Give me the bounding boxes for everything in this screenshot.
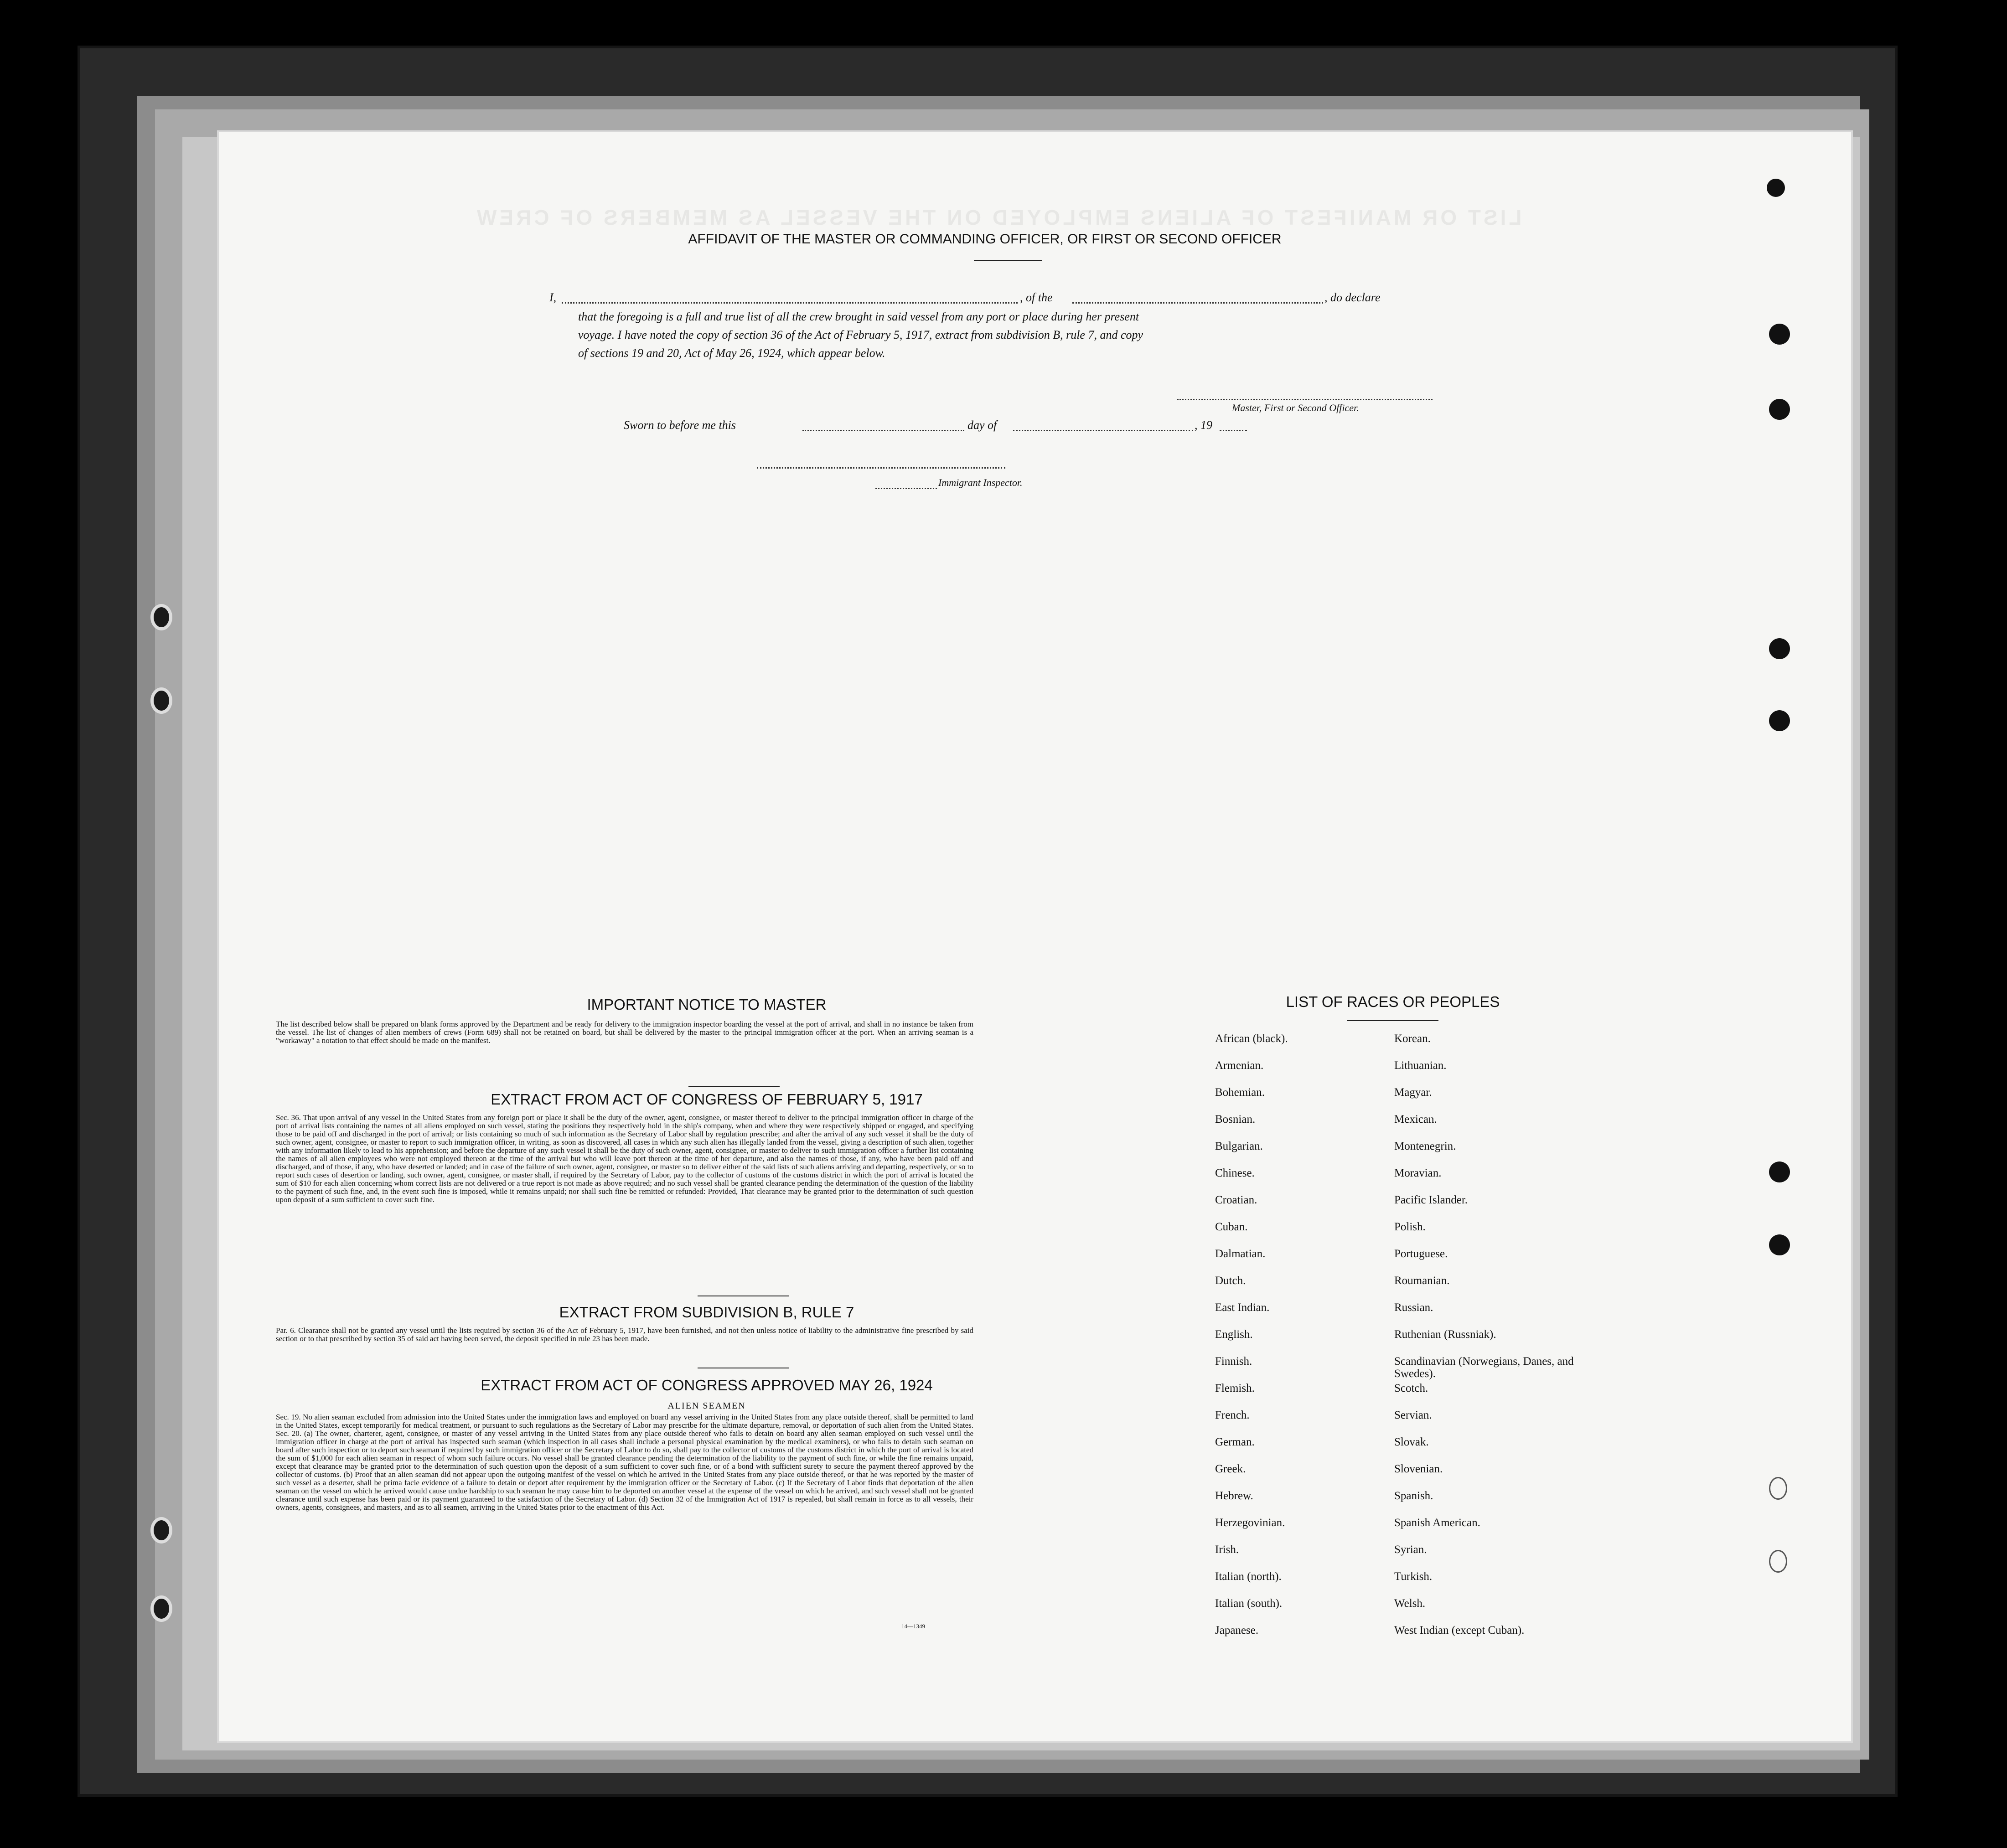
sworn-year-blank [1220,430,1247,431]
race-item: Portuguese. [1394,1248,1448,1260]
binder-ring-icon [150,1595,172,1622]
punch-hole-icon [1769,1550,1787,1573]
race-item: Mexican. [1394,1113,1437,1125]
notice-title: IMPORTANT NOTICE TO MASTER [587,996,827,1013]
race-item: Syrian. [1394,1543,1427,1556]
race-item: West Indian (except Cuban). [1394,1624,1525,1636]
race-item: Slovak. [1394,1436,1429,1448]
race-item: Dalmatian. [1215,1248,1266,1260]
race-item: Finnish. [1215,1355,1252,1368]
affidavit-line: voyage. I have noted the copy of section 36 of the Act of February 5, 1917, extract from subdivision B, rule 7, and copy [578,328,1143,341]
race-item: German. [1215,1436,1255,1448]
race-item: Chinese. [1215,1167,1255,1179]
punch-hole-icon [1767,179,1785,197]
race-item: Scandinavian (Norwegians, Danes, and Swedes). [1394,1355,1574,1380]
race-item: East Indian. [1215,1301,1270,1314]
binder-ring-icon [150,604,172,630]
extract-1917-title: EXTRACT FROM ACT OF CONGRESS OF FEBRUARY 5, 1917 [491,1091,923,1108]
race-item: Dutch. [1215,1275,1246,1287]
race-item: Spanish. [1394,1490,1433,1502]
race-item: Croatian. [1215,1194,1257,1206]
race-item: Bosnian. [1215,1113,1256,1125]
divider [688,1086,780,1087]
affidavit-line: that the foregoing is a full and true list of all the crew brought in said vessel from any port or place during her present [578,310,1139,323]
races-title: LIST OF RACES OR PEOPLES [1286,993,1500,1010]
race-item: Spanish American. [1394,1517,1480,1529]
extract-1917-text: Sec. 36. That upon arrival of any vessel in the United States from any foreign port or place it shall be the duty of the owner, agent, consignee, or master thereof to deliver to the principal immigration officer in charge of the port of arrival lists containing the names of all aliens employed on such vessel, stating the positions they respectively hold in the ship's company, when and where they were respectively shipped or engaged, and specifying those to be paid off and discharged in the port of arrival; or lists containing so much of such information as the Secretary of Labor shall by regulation prescribe; and after the arrival of any such vessel it shall be the duty of such owner, agent, consignee, or master to report to such immigration officer, in writing, as soon as discovered, all cases in which any such alien has illegally landed from the vessel, giving a description of such alien, together with any information likely to lead to his apprehension; and before the departure of any such vessel it shall be the duty of such owner, agent, consignee, or master to deliver to such immigration officer a further list containing the names of all alien employees who were not employed thereon at the time of the arrival but who will leave port thereon at the time of her departure, and also the names of those, if any, who have been paid off and discharged, and of those, if any, who have deserted or landed; and in case of the failure of such owner, agent, consignee, or master so to deliver either of the said lists of such aliens arriving and departing, respectively, or so to report such cases of desertion or landing, such owner, agent, consignee, or master shall, if required by the Secretary of Labor, pay to the collector of customs of the customs district in which the port of arrival is located the sum of $10 for each alien concerning whom correct lists are not delivered or a true report is not made as above required; and no such vessel shall be granted clearance pending the determination of the question of the liability to the payment of such fine, and, in the event such fine is imposed, while it remains unpaid; nor shall such fine be remitted or refunded: Provided, That clearance may be granted prior to the determination of such question upon deposit of a sum sufficient to cover such fine. [276,1113,973,1204]
document-page [219,132,1851,1741]
race-item: African (black). [1215,1032,1288,1045]
affidavit-title: AFFIDAVIT OF THE MASTER OR COMMANDING OFFICER, OR FIRST OR SECOND OFFICER [688,232,1282,247]
extract-1924-title: EXTRACT FROM ACT OF CONGRESS APPROVED MAY 26, 1924 [481,1377,933,1394]
race-item: French. [1215,1409,1250,1421]
divider [1347,1020,1438,1021]
race-item: Cuban. [1215,1221,1248,1233]
affidavit-i: I, [549,291,557,304]
race-item: Ruthenian (Russniak). [1394,1328,1496,1341]
binder-ring-icon [150,1517,172,1543]
race-item: Scotch. [1394,1382,1428,1394]
rule7-title: EXTRACT FROM SUBDIVISION B, RULE 7 [559,1304,854,1321]
punch-hole-icon [1769,324,1790,345]
race-item: Japanese. [1215,1624,1259,1636]
day-of-label: day of [967,418,997,432]
name-blank [562,302,1018,304]
race-item: Magyar. [1394,1086,1432,1099]
inspector-signature-blank [757,467,1005,469]
notice-text: The list described below shall be prepared on blank forms approved by the Department and be ready for delivery to the immigration inspector boarding the vessel at the port of arrival, and shall in no instance be taken from the vessel. The list of changes of alien members of crews (Form 689) shall not be retained on board, but shall be delivered by the master to the principal immigration officer at the port. When an arriving seaman is a "workaway" a notation to that effect should be made on the manifest. [276,1020,973,1045]
race-item: Korean. [1394,1032,1431,1045]
rule7-text: Par. 6. Clearance shall not be granted any vessel until the lists required by section 36 of the Act of February 5, 1917, have been furnished, and not then unless notice of liability to the administrative fine prescribed by said section or to that prescribed by section 35 of said act having been served, the deposit specified in rule 23 has been made. [276,1326,973,1343]
race-item: Pacific Islander. [1394,1194,1468,1206]
inspector-blank [875,488,937,489]
race-item: Russian. [1394,1301,1433,1314]
affidavit-line: of sections 19 and 20, Act of May 26, 1924, which appear below. [578,346,885,360]
sworn-month-blank [1013,430,1193,431]
punch-hole-icon [1769,710,1790,731]
race-item: Turkish. [1394,1570,1433,1583]
punch-hole-icon [1769,1477,1787,1500]
race-item: Roumanian. [1394,1275,1450,1287]
race-item: Servian. [1394,1409,1432,1421]
race-item: Montenegrin. [1394,1140,1456,1152]
extract-1924-subtitle: ALIEN SEAMEN [667,1401,746,1411]
race-item: Armenian. [1215,1059,1264,1072]
races-list-left [1215,1032,1388,1651]
race-item: Welsh. [1394,1597,1426,1610]
binder-ring-icon [150,687,172,714]
race-item: Flemish. [1215,1382,1255,1394]
punch-hole-icon [1769,399,1790,420]
punch-hole-icon [1769,1161,1790,1182]
race-item: English. [1215,1328,1253,1341]
race-item: Hebrew. [1215,1490,1253,1502]
bleedthrough-title: LIST OR MANIFEST OF ALIENS EMPLOYED ON THE VESSEL AS MEMBERS OF CREW [474,206,1522,229]
punch-hole-icon [1769,638,1790,659]
race-item: Italian (south). [1215,1597,1283,1610]
sworn-day-blank [802,430,964,431]
race-item: Polish. [1394,1221,1426,1233]
signature-blank [1177,399,1433,400]
form-number: 14—1349 [901,1623,925,1630]
inspector-label: Immigrant Inspector. [938,477,1023,488]
divider [974,260,1042,261]
master-label: Master, First or Second Officer. [1232,402,1359,413]
sworn-label: Sworn to before me this [624,418,736,432]
race-item: Herzegovinian. [1215,1517,1285,1529]
affidavit-do-declare: , do declare [1324,291,1381,304]
race-item: Moravian. [1394,1167,1442,1179]
extract-1924-text: Sec. 19. No alien seaman excluded from admission into the United States under the immigration laws and employed on board any vessel arriving in the United States from any place outside thereof, shall be permitted to land in the United States, except temporarily for medical treatment, or pursuant to such regulations as the Secretary of Labor may prescribe for the ultimate departure, removal, or deportation of such alien from the United States. Sec. 20. (a) The owner, charterer, agent, consignee, or master of any vessel arriving in the United States from any place outside thereof who fails to detain on board any alien seaman employed on such vessel until the immigration officer in charge at the port of arrival has inspected such seaman (which inspection in all cases shall include a personal physical examination by the medical examiners), or who fails to detain such seaman on board after such inspection or to deport such seaman if required by such immigration officer or the Secretary of Labor to do so, shall pay to the collector of customs of the customs district in which the port of arrival is located the sum of $1,000 for each alien seaman in respect of whom such failure occurs. No vessel shall be granted clearance pending the determination of the liability to the payment of such fine, or while the fine remains unpaid, except that clearance may be granted prior to the determination of such question upon the deposit of a sum sufficient to cover such fine, or of a bond with sufficient surety to secure the payment thereof approved by the collector of customs. (b) Proof that an alien seaman did not appear upon the outgoing manifest of the vessel on which he arrived in the United States from any place outside thereof, or that he was reported by the master of such vessel as a deserter, shall be prima facie evidence of a failure to detain or deport after requirement by the immigration officer or the Secretary of Labor. (c) If the Secretary of Labor finds that deportation of the alien seaman on the vessel on which he arrived would cause undue hardship to such seaman he may cause him to be deported on another vessel at the expense of the vessel on which he arrived, and such vessel shall not be granted clearance until such expense has been paid or its payment guaranteed to the satisfaction of the Secretary of Labor. (d) Section 32 of the Immigration Act of 1917 is repealed, but shall remain in force as to all vessels, their owners, agents, consignees, and masters, and as to all seamen, arriving in the United States prior to the enactment of this Act. [276,1413,973,1512]
punch-hole-icon [1769,1234,1790,1255]
race-item: Lithuanian. [1394,1059,1447,1072]
race-item: Slovenian. [1394,1463,1443,1475]
race-item: Italian (north). [1215,1570,1282,1583]
race-item: Bohemian. [1215,1086,1265,1099]
races-list-right [1394,1032,1590,1651]
race-item: Irish. [1215,1543,1239,1556]
race-item: Bulgarian. [1215,1140,1263,1152]
race-item: Greek. [1215,1463,1246,1475]
affidavit-of-the: , of the [1020,291,1053,304]
vessel-blank [1072,302,1323,304]
year-label: , 19 [1195,418,1212,432]
